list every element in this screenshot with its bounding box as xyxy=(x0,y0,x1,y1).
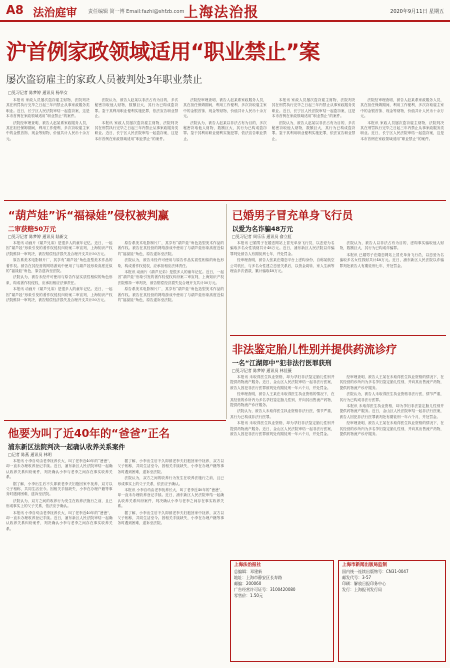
story2-byline: □见习记者 陈梦婷 通讯员 陆新文 xyxy=(8,234,68,239)
colophon-line: 零售价：1.50元 xyxy=(234,593,263,598)
story2-column xyxy=(6,241,113,415)
story3-paragraph: 经审理查明，被告人张某在婚恋平台上虚构身份，自称某航空公司机长，与多名女性建立恋爱关系后，以资金周转、家人生病等理由多次借款，累计骗取48万元。 xyxy=(230,258,335,274)
colophon-line: 邮编：200060 xyxy=(234,581,262,586)
story2-paragraph: 本报讯 动画片《葫芦兄弟》是很多人的童年记忆。近日，一起因“葫芦娃”形象引发的著作权侵权纠纷案二审宣判，上海知识产权法院维持一审判决，被告赔偿经济损失及合理开支共计50万元。 xyxy=(117,270,224,285)
story2-paragraph: 本报讯 动画片《葫芦兄弟》是很多人的童年记忆。近日，一起因“葫芦娃”形象引发的著作权侵权纠纷案二审宣判，上海知识产权法院维持一审判决，被告赔偿经济损失及合理开支共计50万元。 xyxy=(6,287,113,303)
story3-subhead: 以爱为名诈骗48万元 xyxy=(232,225,294,233)
story5-paragraph: 据了解，小李出生后不久即被老李夫妇抱回家中抚养，双方以父子相称，共同生活至今。因相关手续缺失，小李在办理户籍等事务时遇到困难，遂诉至法院。 xyxy=(117,510,224,526)
colophon-left-title: 上海法治报社 xyxy=(234,563,261,568)
story3-body xyxy=(230,241,444,331)
story2-paragraph: 原告系美术电影制片厂，其享有“葫芦娃”角色造型美术作品的著作权。被告在其经营的网络游戏中使用了与葫芦娃形象高度近似的“福禄娃”角色，原告遂诉至法院。 xyxy=(6,258,113,274)
lead-subhead: 屡次盗窃雇主的家政人员被判处3年职业禁止 xyxy=(6,75,203,86)
colophon-line: 国内统一连续出版物号：CN31-0047 xyxy=(342,569,409,574)
colophon-line: 广告经营许可证号：3100420080 xyxy=(234,587,296,592)
divider xyxy=(4,420,226,421)
story2-paragraph: 原告系美术电影制片厂，其享有“葫芦娃”角色造型美术作品的著作权。被告在其经营的网络游戏中使用了与葫芦娃形象高度近似的“福禄娃”角色，原告遂诉至法院。 xyxy=(117,241,224,256)
story2-subhead: 二审获赔50万元 xyxy=(8,225,57,233)
story4-paragraph: 法院认为，被告人未取得医生执业资格非法行医，情节严重，其行为已构成非法行医罪。 xyxy=(230,409,335,419)
lead-column xyxy=(272,98,356,196)
page-number: A8 xyxy=(6,3,24,17)
story3-paragraph: 本报讯 已婚男子在婚恋网站上冒充单身飞行员，以恋爱为名骗取多名女性钱财共计48万元。近日，浦东新区人民法院以诈骗罪判处被告人有期徒刑七年，并处罚金。 xyxy=(339,252,444,268)
colophon-line: 地址：上海市静安区长寿路 xyxy=(234,575,282,580)
editor-credit: 责任编辑 简一博 Email:fazhi@shfzb.com xyxy=(88,9,185,15)
story4-headline: 非法鉴定胎儿性别并提供药流诊疗 xyxy=(232,343,397,356)
lead-paragraph: 本报讯 家政人员屡次盗窃雇主财物，法院判决其在刑罚执行完毕之日起三年内禁止从事家政服务类职业。近日，长宁区人民法院审结一起盗窃案，这是本市首例在家政领域适用“职业禁止”的案件。 xyxy=(94,120,179,141)
story3-column xyxy=(230,241,335,331)
story5-body xyxy=(6,459,224,663)
story5-subhead: 浦东新区法院判决一起确认收养关系案件 xyxy=(8,443,125,451)
story4-paragraph: 经审理查明，被告人王某在未取得医生执业资格的情况下，在其经营的诊所内为多名孕妇鉴定胎儿性别，并向其出售流产药物，提供药物流产诊疗服务。 xyxy=(339,421,444,437)
story4-column xyxy=(230,375,335,555)
lead-paragraph: 本报讯 家政人员屡次盗窃雇主财物，法院判决其在刑罚执行完毕之日起三年内禁止从事家政服务类职业。近日，长宁区人民法院审结一起盗窃案，这是本市首例在家政领域适用“职业禁止”的案件。 xyxy=(360,120,444,141)
divider xyxy=(4,200,446,201)
story3-byline: □见习记者 周乐乐 通讯员 俞立虹 xyxy=(232,234,292,239)
story3-headline: 已婚男子冒充单身飞行员 xyxy=(232,209,353,222)
story2-paragraph: 原告系美术电影制片厂，其享有“葫芦娃”角色造型美术作品的著作权。被告在其经营的网络游戏中使用了与葫芦娃形象高度近似的“福禄娃”角色，原告遂诉至法院。 xyxy=(117,287,224,303)
story4-paragraph: 经审理查明，被告人王某在未取得医生执业资格的情况下，在其经营的诊所内为多名孕妇鉴定胎儿性别，并向其出售流产药物，提供药物流产诊疗服务。 xyxy=(339,375,444,390)
lead-headline: 沪首例家政领域适用“职业禁止”案 xyxy=(6,40,320,64)
story5-column xyxy=(118,459,225,663)
colophon-left xyxy=(230,560,334,662)
lead-column xyxy=(183,98,267,196)
colophon-line: 总编辑：邓建新 xyxy=(234,569,262,574)
lead-paragraph: 法院认为，被告人赵某以非法占有为目的，多次秘密窃取他人财物，数额巨大，其行为已构成盗窃罪。鉴于其利用职业便利实施犯罪，依法宣告职业禁止。 xyxy=(271,120,356,141)
story5-paragraph: 法院认为，双方之间的收养行为发生在收养法施行之前，且已形成事实上的父子关系，依法应予确认。 xyxy=(117,476,224,486)
story4-paragraph: 经审理查明，被告人王某在未取得医生执业资格的情况下，在其经营的诊所内为多名孕妇鉴定胎儿性别，并向其出售流产药物，提供药物流产诊疗服务。 xyxy=(230,392,335,408)
story4-paragraph: 本报讯 未取得医生执业资格，却为孕妇非法鉴定胎儿性别并提供药物流产服务。近日，金山区人民法院审结一起非法行医案，被告人因犯非法行医罪被判处有期徒刑一年六个月，并处罚金。 xyxy=(230,375,335,390)
story5-headline: 他要为叫了近40年的“爸爸”正名 xyxy=(8,427,170,440)
story4-column xyxy=(340,375,445,555)
lead-byline: □见习记者 陈梦婷 通讯员 杨华女 xyxy=(8,90,68,95)
story4-subhead: 一名“江湖郎中”犯非法行医罪获刑 xyxy=(232,359,332,367)
lead-paragraph: 本报讯 家政人员屡次盗窃雇主财物，法院判决其在刑罚执行完毕之日起三年内禁止从事家政服务类职业。近日，长宁区人民法院审结一起盗窃案，这是本市首例在家政领域适用“职业禁止”的案件。 xyxy=(271,98,356,119)
story5-paragraph: 据了解，小李出生后不久即被老李夫妇抱回家中抚养，双方以父子相称，共同生活至今。因相关手续缺失，小李在办理户籍等事务时遇到困难，遂诉至法院。 xyxy=(6,481,113,497)
colophon-right-title: 上海市新闻出版局监制 xyxy=(342,563,387,568)
issue-date: 2020年9月11日 星期五 xyxy=(390,9,444,15)
story5-byline: □记者 陈燕 通讯员 林明 xyxy=(8,452,52,457)
lead-paragraph: 法院经审理查明，被告人赵某系家政服务人员，其在担任保姆期间，利用工作便利，多次窃取雇主家中的金银首饰、现金等财物，价值共计人民币十余万元。 xyxy=(6,120,90,141)
lead-body xyxy=(6,98,444,196)
lead-paragraph: 法院认为，被告人赵某以非法占有为目的，多次秘密窃取他人财物，数额巨大，其行为已构成盗窃罪。鉴于其利用职业便利实施犯罪，依法宣告职业禁止。 xyxy=(183,120,267,141)
story4-body xyxy=(230,375,444,555)
lead-paragraph: 法院经审理查明，被告人赵某系家政服务人员，其在担任保姆期间，利用工作便利，多次窃取雇主家中的金银首饰、现金等财物，价值共计人民币十余万元。 xyxy=(360,98,444,119)
newspaper-logo: 上海法治报 xyxy=(184,5,259,21)
masthead xyxy=(0,0,450,22)
story5-paragraph: 本报讯 小李自幼由老李抚养长大，叫了老李近40年的“爸爸”，却一直未办理收养登记手续。近日，浦东新区人民法院审结一起确认收养关系纠纷案件，判决确认小李与老李之间存在事实收养关系。 xyxy=(117,488,224,509)
story4-paragraph: 法院认为，被告人未取得医生执业资格非法行医，情节严重，其行为已构成非法行医罪。 xyxy=(339,392,444,402)
colophon-line: 印刷：解放日报印务中心 xyxy=(342,581,386,586)
colophon-line: 发行：上海报刊发行局 xyxy=(342,587,382,592)
story2-body xyxy=(6,241,224,415)
story4-byline: □见习记者 陈梦婷 通讯员 林佳薇 xyxy=(232,368,292,373)
story5-paragraph: 本报讯 小李自幼由老李抚养长大，叫了老李近40年的“爸爸”，却一直未办理收养登记手续。近日，浦东新区人民法院审结一起确认收养关系纠纷案件，判决确认小李与老李之间存在事实收养关系。 xyxy=(6,510,113,531)
story4-paragraph: 本报讯 未取得医生执业资格，却为孕妇非法鉴定胎儿性别并提供药物流产服务。近日，金山区人民法院审结一起非法行医案，被告人因犯非法行医罪被判处有期徒刑一年六个月，并处罚金。 xyxy=(339,404,444,419)
story2-column xyxy=(118,241,225,415)
story3-paragraph: 法院认为，被告人以非法占有为目的，虚构事实骗取他人财物，数额巨大，其行为已构成诈骗罪。 xyxy=(339,241,444,251)
column-rule xyxy=(226,204,227,419)
colophon-right xyxy=(338,560,446,662)
story5-paragraph: 据了解，小李出生后不久即被老李夫妇抱回家中抚养，双方以父子相称，共同生活至今。因相关手续缺失，小李在办理户籍等事务时遇到困难，遂诉至法院。 xyxy=(117,459,224,474)
lead-column xyxy=(6,98,90,196)
lead-column xyxy=(95,98,179,196)
lead-paragraph: 本报讯 家政人员屡次盗窃雇主财物，法院判决其在刑罚执行完毕之日起三年内禁止从事家政服务类职业。近日，长宁区人民法院审结一起盗窃案，这是本市首例在家政领域适用“职业禁止”的案件。 xyxy=(6,98,90,119)
lead-paragraph: 法院认为，被告人赵某以非法占有为目的，多次秘密窃取他人财物，数额巨大，其行为已构成盗窃罪。鉴于其利用职业便利实施犯罪，依法宣告职业禁止。 xyxy=(94,98,179,119)
colophon-line: 邮发代号：3-57 xyxy=(342,575,372,580)
story5-column xyxy=(6,459,113,663)
section-title: 法治庭审 xyxy=(33,6,77,19)
story5-paragraph: 法院认为，双方之间的收养行为发生在收养法施行之前，且已形成事实上的父子关系，依法应予确认。 xyxy=(6,498,113,509)
story4-paragraph: 本报讯 未取得医生执业资格，却为孕妇非法鉴定胎儿性别并提供药物流产服务。近日，金山区人民法院审结一起非法行医案，被告人因犯非法行医罪被判处有期徒刑一年六个月，并处罚金。 xyxy=(230,421,335,437)
story2-paragraph: 本报讯 动画片《葫芦兄弟》是很多人的童年记忆。近日，一起因“葫芦娃”形象引发的著作权侵权纠纷案二审宣判，上海知识产权法院维持一审判决，被告赔偿经济损失及合理开支共计50万元。 xyxy=(6,241,113,256)
story2-paragraph: 法院认为，被告未经许可使用与原告作品实质性相似的角色形象，构成著作权侵权，应承担相应法律责任。 xyxy=(117,258,224,268)
story2-paragraph: 法院认为，被告未经许可使用与原告作品实质性相似的角色形象，构成著作权侵权，应承担相应法律责任。 xyxy=(6,275,113,285)
story3-paragraph: 本报讯 已婚男子在婚恋网站上冒充单身飞行员，以恋爱为名骗取多名女性钱财共计48万元。近日，浦东新区人民法院以诈骗罪判处被告人有期徒刑七年，并处罚金。 xyxy=(230,241,335,256)
lead-paragraph: 法院经审理查明，被告人赵某系家政服务人员，其在担任保姆期间，利用工作便利，多次窃取雇主家中的金银首饰、现金等财物，价值共计人民币十余万元。 xyxy=(183,98,267,119)
story3-column xyxy=(340,241,445,331)
story5-paragraph: 本报讯 小李自幼由老李抚养长大，叫了老李近40年的“爸爸”，却一直未办理收养登记手续。近日，浦东新区人民法院审结一起确认收养关系纠纷案件，判决确认小李与老李之间存在事实收养关系。 xyxy=(6,459,113,480)
divider xyxy=(230,335,446,336)
story2-headline: “葫芦娃”诉“福禄娃”侵权被判赢 xyxy=(8,209,169,222)
lead-column xyxy=(360,98,444,196)
